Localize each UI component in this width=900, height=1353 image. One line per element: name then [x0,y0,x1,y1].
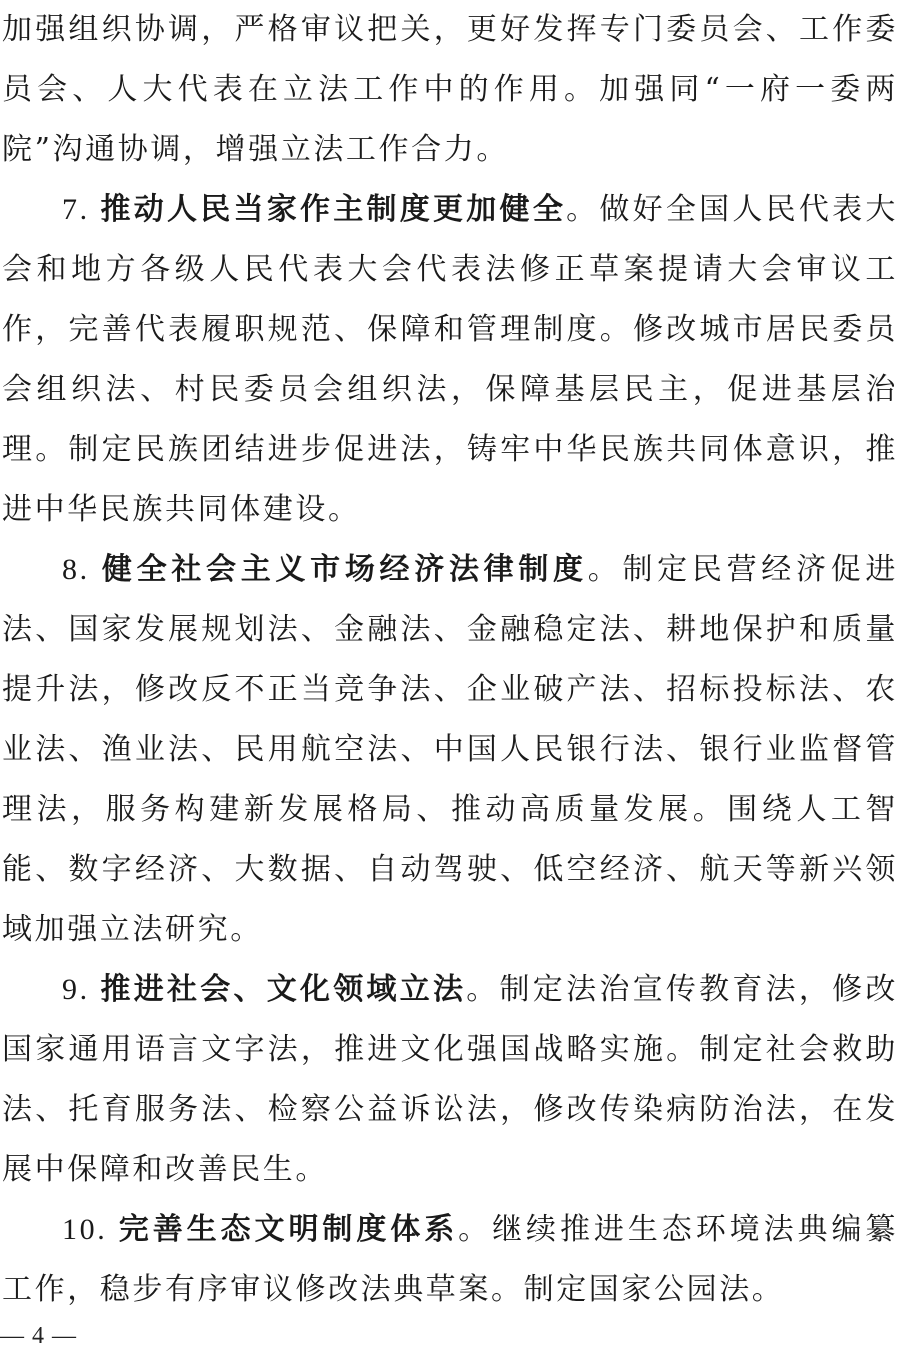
item-number: 7. [62,193,101,226]
paragraph-body: 。制定法治宣传教育法，修改国家通用语言文字法，推进文化强国战略实施。制定社会救助法、托育服务法、检察公益诉讼法，修改传染病防治法，在发展中保障和改善民生。 [2,972,898,1187]
paragraph-item-10 [2,1200,898,1320]
paragraph-continued [2,0,898,180]
item-number: 10. [62,1213,119,1246]
item-heading: 推进社会、文化领域立法 [100,972,467,1007]
item-number: 9. [62,973,101,1006]
paragraph-body: 加强组织协调，严格审议把关，更好发挥专门委员会、工作委员会、人大代表在立法工作中的作用。加强同“一府一委两院”沟通协调，增强立法工作合力。 [2,12,898,167]
item-heading: 推动人民当家作主制度更加健全 [100,192,567,227]
paragraph-item-8 [2,540,898,960]
item-heading: 健全社会主义市场经济法律制度 [101,552,588,587]
paragraph-item-9 [2,960,898,1200]
paragraph-body: 。制定民营经济促进法、国家发展规划法、金融法、金融稳定法、耕地保护和质量提升法，修改反不正当竞争法、企业破产法、招标投标法、农业法、渔业法、民用航空法、中国人民银行法、银行业监督管理法，服务构建新发展格局、推动高质量发展。围绕人工智能、数字经济、大数据、自动驾驶、低空经济、航天等新兴领域加强立法研究。 [2,552,898,947]
page-number: — 4 — [0,1323,77,1349]
paragraph-item-7 [2,180,898,540]
item-number: 8. [62,553,102,586]
paragraph-body: 。继续推进生态环境法典编纂工作，稳步有序审议修改法典草案。制定国家公园法。 [2,1212,899,1307]
paragraph-body: 。做好全国人民代表大会和地方各级人民代表大会代表法修正草案提请大会审议工作，完善代表履职规范、保障和管理制度。修改城市居民委员会组织法、村民委员会组织法，保障基层民主，促进基层治理。制定民族团结进步促进法，铸牢中华民族共同体意识，推进中华民族共同体建设。 [2,192,898,527]
item-heading: 完善生态文明制度体系 [118,1212,459,1247]
document-body [2,0,898,1320]
